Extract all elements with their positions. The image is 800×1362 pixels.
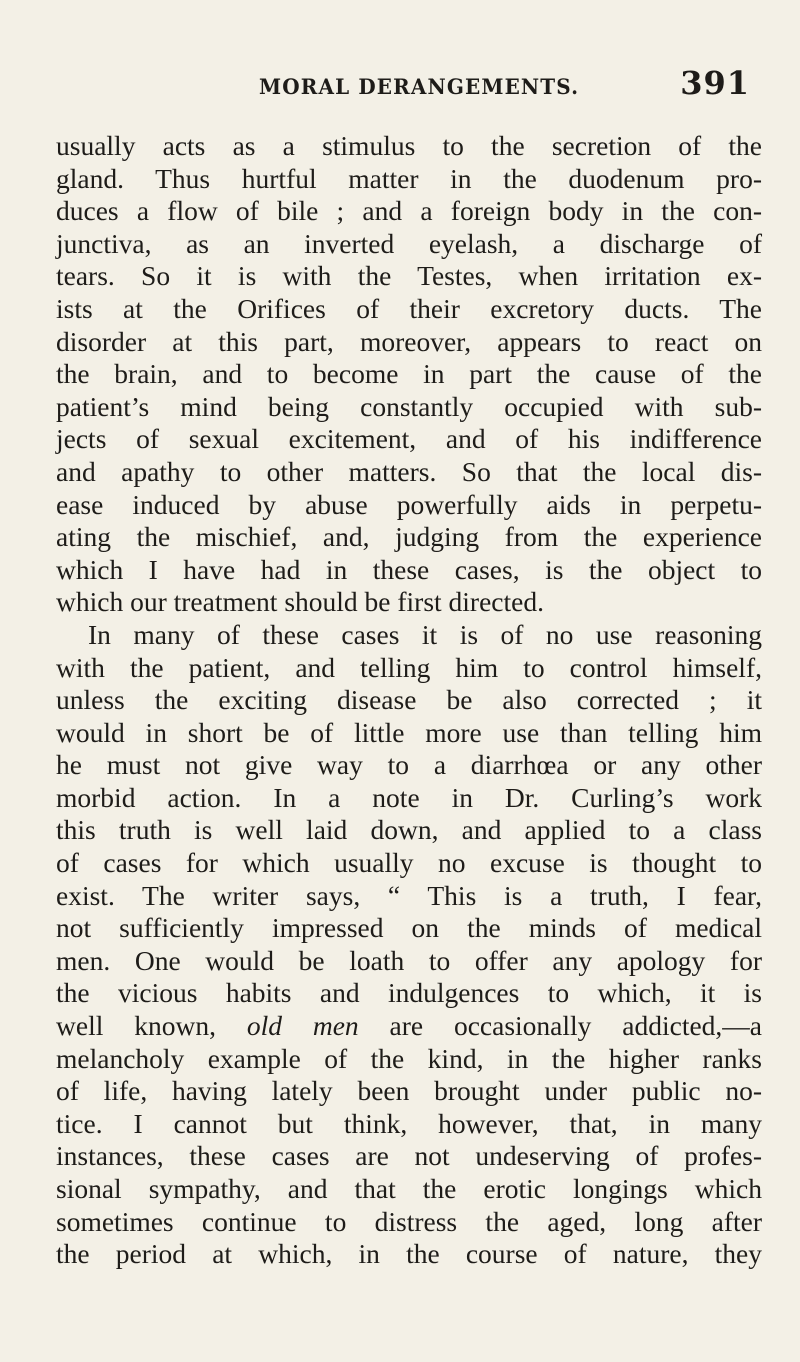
paragraph-start-line: In many of these cases it is of no use reasoning <box>88 618 762 650</box>
text-line: exist. The writer says, “ This is a truth, I fear, <box>56 879 762 911</box>
text-line: and apathy to other matters. So that the local dis- <box>56 455 762 487</box>
text-line: the brain, and to become in part the cause of the <box>56 358 762 390</box>
body-text <box>56 130 762 1271</box>
text-line: the period at which, in the course of nature, they <box>56 1238 762 1270</box>
text-line: gland. Thus hurtful matter in the duodenum pro- <box>56 162 762 194</box>
text-line: jects of sexual excitement, and of his indifference <box>56 423 762 455</box>
text-line: usually acts as a stimulus to the secretion of the <box>56 130 762 161</box>
text-line: morbid action. In a note in Dr. Curling’s work <box>56 781 762 813</box>
text-line: tears. So it is with the Testes, when irritation ex- <box>56 260 762 292</box>
text-line: ists at the Orifices of their excretory ducts. The <box>56 292 762 324</box>
text-line: not sufficiently impressed on the minds of medical <box>56 912 762 944</box>
text-line: men. One would be loath to offer any apology for <box>56 944 762 976</box>
text-line: instances, these cases are not undeserving of profes- <box>56 1140 762 1172</box>
text-line: melancholy example of the kind, in the higher ranks <box>56 1042 762 1074</box>
text-line: which I have had in these cases, is the object to <box>56 553 762 585</box>
paragraph-end-line: which our treatment should be first directed. <box>56 586 544 618</box>
text-line: the vicious habits and indulgences to which, it is <box>56 977 762 1009</box>
text-line: sional sympathy, and that the erotic longings which <box>56 1173 762 1204</box>
line-segment: well known, <box>56 1010 216 1042</box>
text-line: would in short be of little more use than telling him <box>56 716 762 748</box>
text-line: junctiva, as an inverted eyelash, a discharge of <box>56 227 762 259</box>
text-line: tice. I cannot but think, however, that, in many <box>56 1107 762 1139</box>
italic-phrase: old men <box>246 1010 359 1042</box>
text-line: sometimes continue to distress the aged, long after <box>56 1205 762 1237</box>
text-line-with-italic <box>56 1010 762 1043</box>
line-segment: are occasionally addicted,—a <box>389 1010 763 1042</box>
text-line: duces a flow of bile ; and a foreign body in the con- <box>56 195 762 227</box>
text-line: disorder at this part, moreover, appears to react on <box>56 325 762 357</box>
running-title: MORAL DERANGEMENTS. <box>259 74 580 99</box>
running-head <box>0 64 800 114</box>
text-line: of life, having lately been brought under public no- <box>56 1075 762 1107</box>
page-number: 391 <box>680 64 750 102</box>
text-line: patient’s mind being constantly occupied with sub- <box>56 390 762 422</box>
text-line: unless the exciting disease be also corrected ; it <box>56 684 762 716</box>
text-line: ating the mischief, and, judging from the experience <box>56 521 762 553</box>
text-line: he must not give way to a diarrhœa or any other <box>56 749 762 781</box>
text-line: of cases for which usually no excuse is thought to <box>56 847 762 879</box>
text-line: with the patient, and telling him to control himself, <box>56 651 762 683</box>
text-line: ease induced by abuse powerfully aids in perpetu- <box>56 488 762 520</box>
text-line: this truth is well laid down, and applied to a class <box>56 814 762 846</box>
